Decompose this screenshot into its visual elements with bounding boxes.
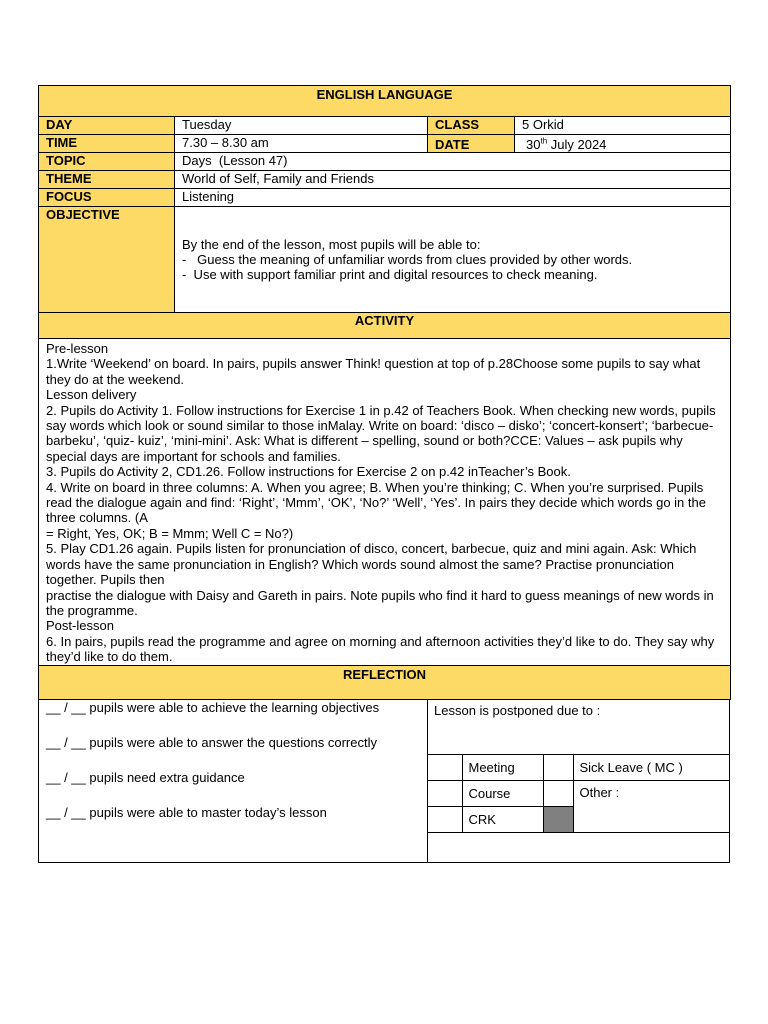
other-checkbox[interactable] — [543, 780, 573, 806]
reflection-item: __ / __ pupils were able to achieve the learning objectives — [46, 699, 380, 715]
postponement-section — [428, 700, 730, 862]
time-value: 7.30 – 8.30 am — [175, 135, 428, 153]
objective-label: OBJECTIVE — [39, 207, 175, 313]
theme-value: World of Self, Family and Friends — [175, 171, 731, 189]
focus-label: FOCUS — [39, 189, 175, 207]
day-label: DAY — [39, 117, 175, 135]
reflection-checklist — [39, 700, 428, 862]
reflection-item: __ / __ pupils were able to answer the questions correctly — [46, 734, 377, 750]
course-option: Course — [462, 780, 543, 806]
crk-checkbox[interactable] — [428, 806, 462, 832]
other-option: Other : — [573, 780, 730, 832]
activity-header: ACTIVITY — [39, 313, 731, 339]
course-checkbox[interactable] — [428, 780, 462, 806]
crk-option: CRK — [462, 806, 543, 832]
activity-line: 5. Play CD1.26 again. Pupils listen for pronunciation of disco, concert, barbecue, quiz and mini again. Ask: Which words have the same pronunciation in English? Which words sound almost the same? Practise pronunciation together. Pupils then — [46, 541, 697, 588]
meeting-checkbox[interactable] — [428, 754, 462, 780]
time-label: TIME — [39, 135, 175, 153]
activity-body — [39, 339, 731, 666]
objective-line: - Guess the meaning of unfamiliar words from clues provided by other words. — [182, 252, 633, 267]
sick-leave-option: Sick Leave ( MC ) — [573, 754, 730, 780]
activity-line: 3. Pupils do Activity 2, CD1.26. Follow instructions for Exercise 2 on p.42 inTeacher’s Book. — [46, 464, 571, 480]
topic-value: Days (Lesson 47) — [175, 153, 731, 171]
meeting-option: Meeting — [462, 754, 543, 780]
day-value: Tuesday — [175, 117, 428, 135]
objective-line: By the end of the lesson, most pupils will be able to: — [182, 237, 481, 252]
activity-line: 6. In pairs, pupils read the programme and agree on morning and afternoon activities they’d like to do. They say why they’d like to do them. — [46, 633, 715, 665]
postponement-options — [428, 754, 730, 833]
date-day: 30 — [526, 137, 541, 152]
lesson-plan — [38, 85, 730, 863]
date-rest: July 2024 — [547, 137, 607, 152]
reflection-item: __ / __ pupils were able to master today’s lesson — [46, 804, 327, 820]
sick-leave-checkbox[interactable] — [543, 754, 573, 780]
topic-label: TOPIC — [39, 153, 175, 171]
page-title: ENGLISH LANGUAGE — [39, 86, 731, 117]
activity-line: = Right, Yes, OK; B = Mmm; Well C = No?) — [46, 525, 294, 541]
date-label: DATE — [428, 135, 515, 153]
crk-shaded-cell — [543, 806, 573, 832]
activity-line: Pre-lesson — [46, 341, 109, 356]
date-value — [515, 135, 731, 153]
activity-line: 1.Write ‘Weekend’ on board. In pairs, pupils answer Think! question at top of p.28Choose some pupils to say what they do at the weekend. — [46, 356, 701, 387]
reflection-header: REFLECTION — [39, 665, 731, 699]
reflection-item: __ / __ pupils need extra guidance — [46, 769, 245, 785]
lesson-table — [38, 85, 731, 700]
activity-line: Post-lesson — [46, 618, 114, 634]
focus-value: Listening — [175, 189, 731, 207]
activity-line: Lesson delivery — [46, 387, 137, 403]
class-label: CLASS — [428, 117, 515, 135]
date-suffix: th — [540, 136, 548, 146]
reflection-block — [38, 700, 730, 863]
theme-label: THEME — [39, 171, 175, 189]
class-value: 5 Orkid — [515, 117, 731, 135]
objective-line: - Use with support familiar print and digital resources to check meaning. — [182, 267, 598, 282]
activity-line: 2. Pupils do Activity 1. Follow instructions for Exercise 1 in p.42 of Teachers Book. When checking new words, pupils say words which look or sound similar to those inMalay. Write on board: ‘disco – disko’; ‘concert-konsert’; ‘barbecue-barbeku’, ‘quiz- kuiz’, ‘mini-mini’. Ask: What is different – spelling, sound or both?CCE: Values – ask pupils why special days are important for schools and families. — [46, 402, 716, 464]
activity-line: 4. Write on board in three columns: A. When you agree; B. When you’re thinking; C. When you’re surprised. Pupils read the dialogue again and find: ‘Right’, ‘Mmm’, ‘OK’, ‘No?’ ‘Well’, ‘Yes’. In pairs they decide which words go in the three columns. (A — [46, 479, 706, 526]
postponed-label: Lesson is postponed due to : — [434, 702, 601, 718]
objective-value — [175, 207, 731, 313]
activity-line: practise the dialogue with Daisy and Gareth in pairs. Note pupils who find it hard to guess meanings of new words in the programme. — [46, 587, 714, 618]
